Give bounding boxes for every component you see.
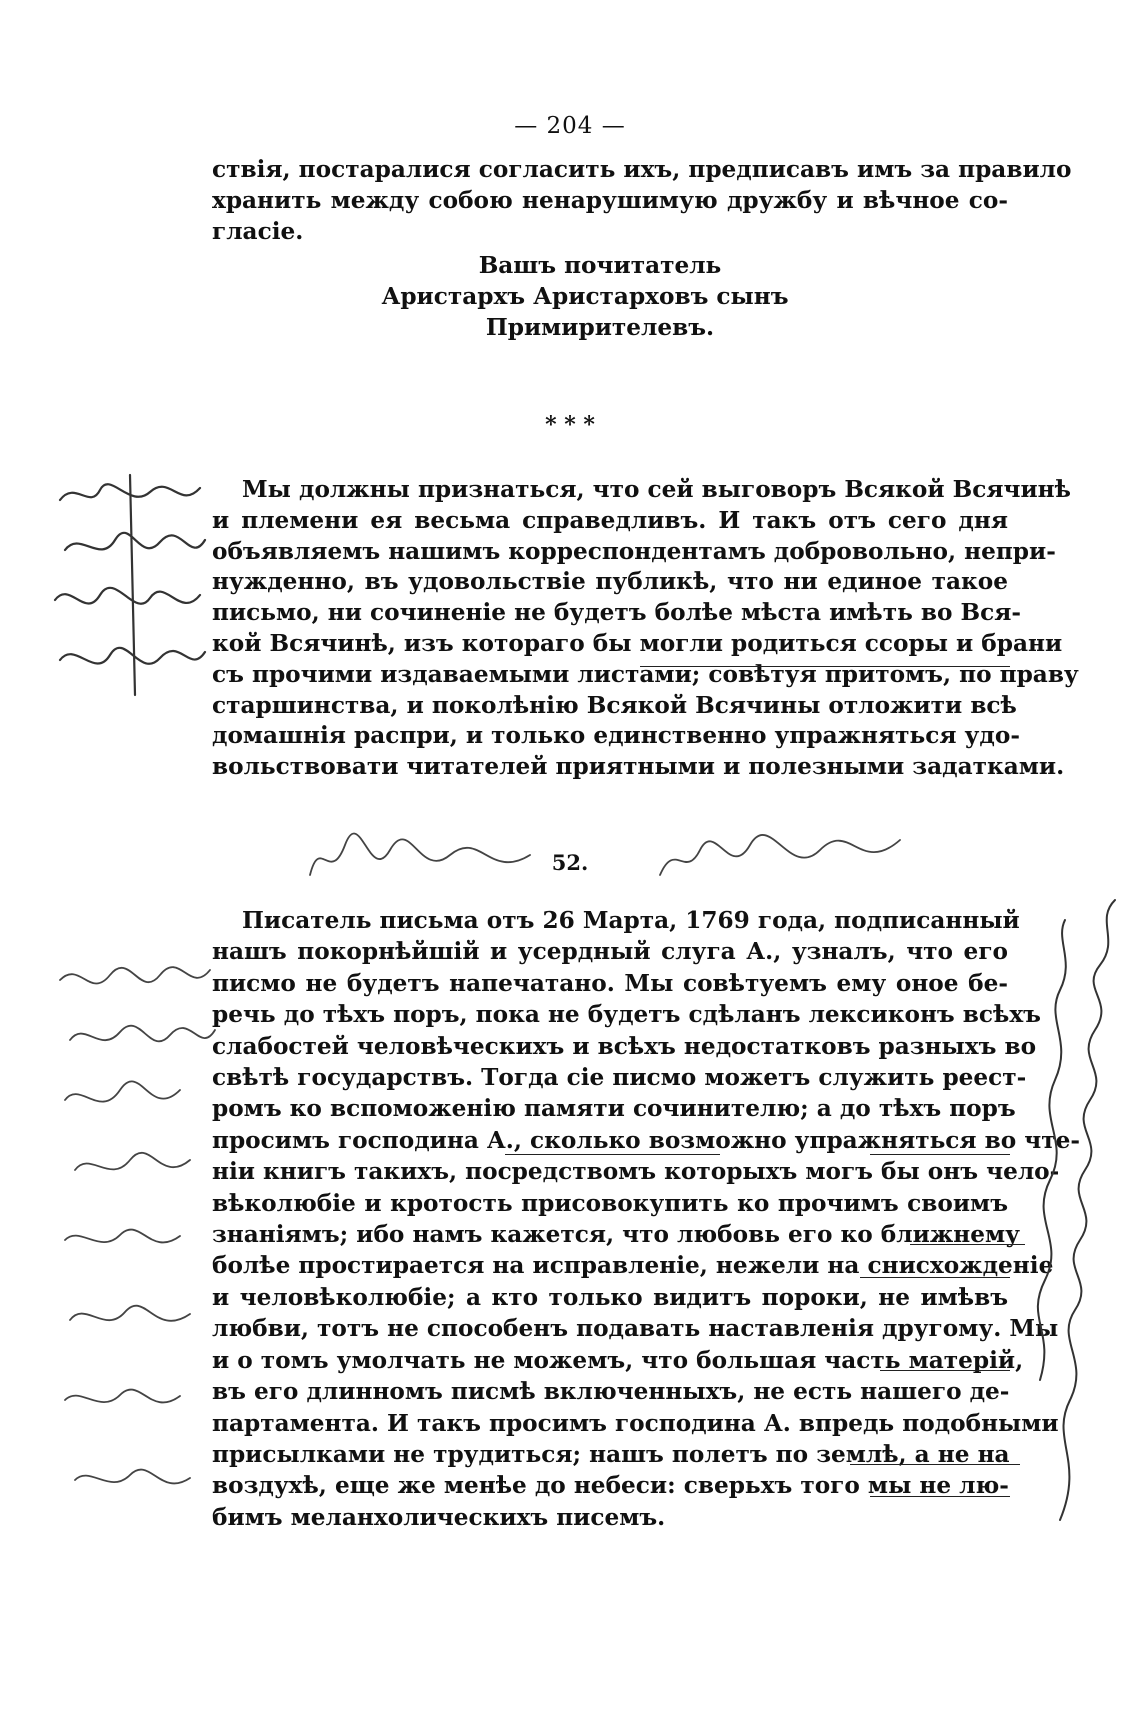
text-line: нашъ покорнѣйшій и усердный слуга А., узналъ, что его bbox=[212, 938, 1008, 966]
handwritten-margin-note-right bbox=[1025, 880, 1130, 1560]
text-line: болѣе простирается на исправленіе, нежели на снисхожденіе bbox=[212, 1252, 1054, 1280]
text-line: просимъ господина А., сколько возможно упражняться во чте- bbox=[212, 1126, 1080, 1154]
signature-line-1: Вашъ почитатель bbox=[478, 252, 722, 279]
text-line: объявляемъ нашимъ корреспондентамъ добровольно, непри- bbox=[212, 537, 1056, 565]
text-line: слабостей человѣческихъ и всѣхъ недостатковъ разныхъ во bbox=[212, 1032, 1037, 1060]
text-line: вѣколюбіе и кротость присовокупить ко прочимъ своимъ bbox=[212, 1189, 1008, 1217]
paragraph-1 bbox=[212, 155, 1072, 247]
text-line: писмо не будетъ напечатано. Мы совѣтуемъ ему оное бе- bbox=[212, 969, 1008, 997]
signature-line-2: Аристархъ Аристарховъ сынъ bbox=[381, 283, 789, 310]
text-line: съ прочими издаваемыми листами; совѣтуя притомъ, по праву bbox=[212, 660, 1079, 688]
pencil-underline bbox=[505, 1154, 720, 1155]
text-line: старшинства, и поколѣнію Всякой Всячины отложити всѣ bbox=[212, 691, 1017, 719]
text-line: партамента. И такъ просимъ господина А. впредь подобными bbox=[212, 1409, 1059, 1437]
text-line: речь до тѣхъ поръ, пока не будетъ сдѣланъ лексиконъ всѣхъ bbox=[212, 1001, 1041, 1029]
text-line: Мы должны признаться, что сей выговоръ Всякой Всячинѣ bbox=[242, 476, 1071, 503]
pencil-underline bbox=[870, 1496, 1010, 1497]
page-number: — 204 — bbox=[514, 113, 626, 139]
pencil-underline bbox=[870, 1154, 1010, 1155]
section-number: 52. bbox=[551, 850, 589, 875]
text-line: присылками не трудиться; нашъ полетъ по землѣ, а не на bbox=[212, 1440, 1010, 1468]
signature-block bbox=[300, 250, 900, 343]
text-line: нужденно, въ удовольствіе публикѣ, что ни единое такое bbox=[212, 568, 1008, 596]
text-line: вольствовати читателей приятными и полезными задатками. bbox=[212, 753, 1065, 781]
text-line: гласіе. bbox=[212, 217, 304, 245]
handwritten-margin-note-left-top bbox=[40, 470, 215, 730]
text-line: въ его длинномъ писмѣ включенныхъ, не есть нашего де- bbox=[212, 1378, 1010, 1406]
text-line: и о томъ умолчать не можемъ, что большая часть матерій, bbox=[212, 1346, 1024, 1374]
text-line: и человѣколюбіе; а кто только видитъ пороки, не имѣвъ bbox=[212, 1283, 1008, 1311]
section-divider: * * * bbox=[545, 412, 595, 438]
text-line: ствія, постаралися согласить ихъ, предписавъ имъ за правило bbox=[212, 156, 1072, 183]
signature-line-3: Примирителевъ. bbox=[485, 314, 715, 341]
text-line: бимъ меланхолическихъ писемъ. bbox=[212, 1503, 666, 1531]
text-line: Писатель письма отъ 26 Марта, 1769 года, подписанный bbox=[242, 907, 1020, 934]
text-line: любви, тотъ не способенъ подавать наставленія другому. Мы bbox=[212, 1315, 1059, 1343]
handwritten-margin-note-top bbox=[300, 825, 920, 895]
handwritten-margin-note-left-bottom bbox=[50, 940, 220, 1560]
text-line: домашнія распри, и только единственно упражняться удо- bbox=[212, 722, 1020, 750]
text-line: ромъ ко вспоможенію памяти сочинителю; а до тѣхъ поръ bbox=[212, 1095, 1016, 1123]
text-line: кой Всячинѣ, изъ котораго бы могли родиться ссоры и брани bbox=[212, 629, 1063, 657]
text-line: свѣтѣ государствъ. Тогда сіе писмо можетъ служить реест- bbox=[212, 1064, 1027, 1092]
pencil-underline bbox=[640, 666, 1010, 667]
pencil-underline bbox=[910, 1244, 1025, 1245]
text-line: ніи книгъ такихъ, посредствомъ которыхъ могъ бы онъ чело- bbox=[212, 1158, 1060, 1186]
text-line: хранить между собою ненарушимую дружбу и вѣчное со- bbox=[212, 186, 1008, 214]
pencil-underline bbox=[850, 1464, 1020, 1465]
pencil-underline bbox=[860, 1277, 1010, 1278]
text-line: знаніямъ; ибо намъ кажется, что любовь его ко ближнему bbox=[212, 1221, 1020, 1249]
text-line: воздухѣ, еще же менѣе до небеси: сверьхъ того мы не лю- bbox=[212, 1472, 1009, 1500]
text-line: и племени ея весьма справедливъ. И такъ отъ сего дня bbox=[212, 506, 1008, 534]
paragraph-3 bbox=[212, 905, 1080, 1533]
pencil-underline bbox=[880, 1370, 1010, 1371]
paragraph-2 bbox=[212, 475, 1079, 783]
text-line: письмо, ни сочиненіе не будетъ болѣе мѣста имѣть во Вся- bbox=[212, 599, 1022, 627]
